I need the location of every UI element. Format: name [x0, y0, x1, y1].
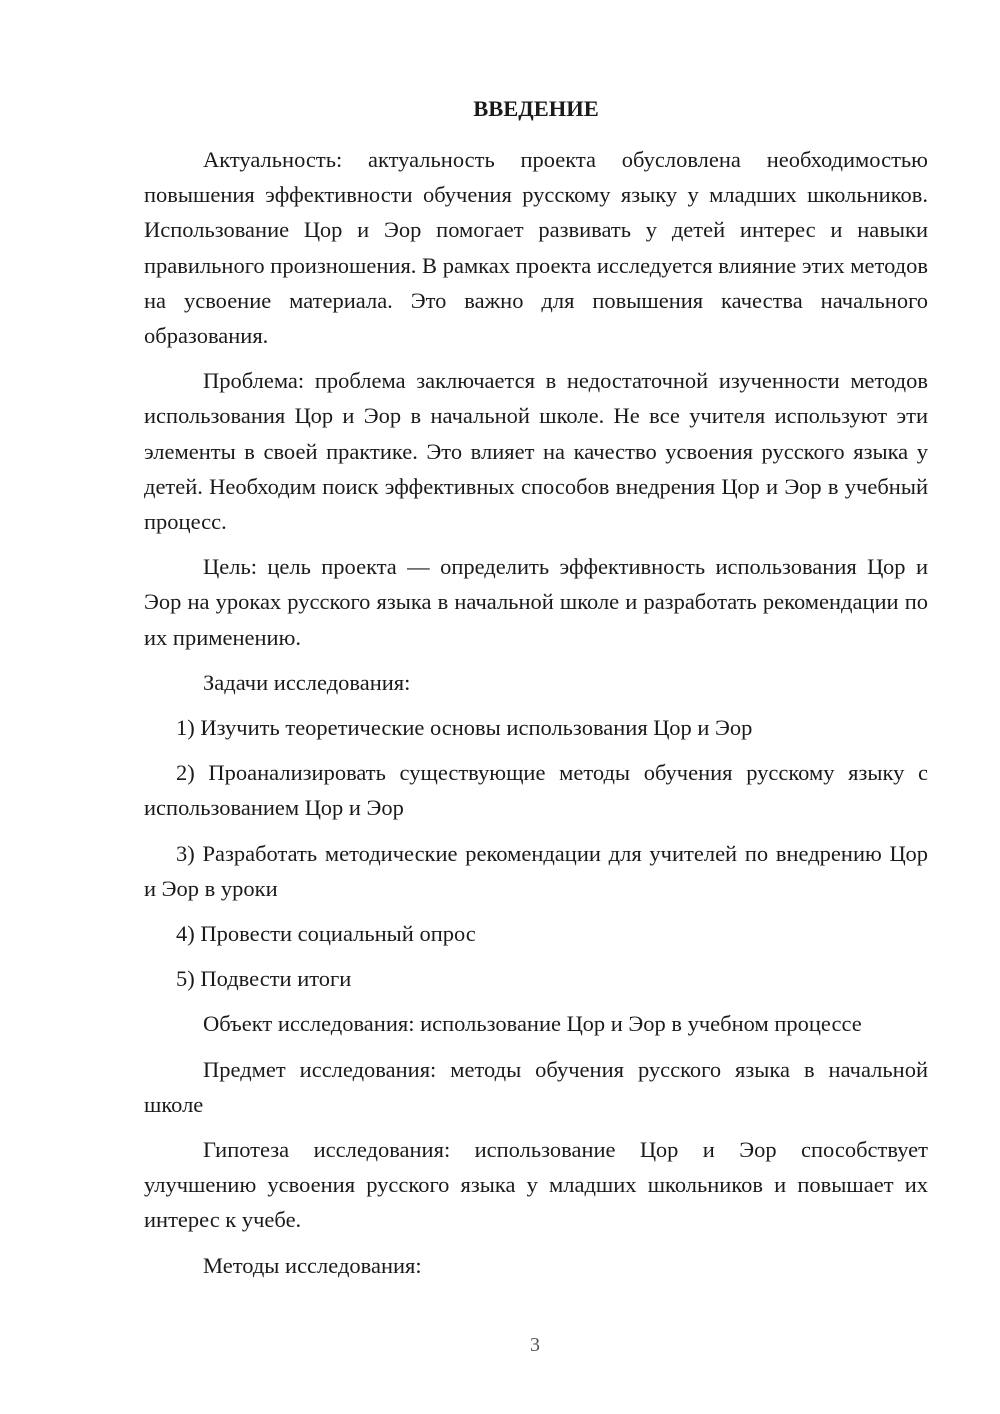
- page-number: 3: [530, 1334, 540, 1356]
- document-page: [144, 92, 928, 1293]
- research-object-paragraph: Объект исследования: использование Цор и Эор в учебном процессе: [203, 1011, 862, 1037]
- task-item-4: 4) Провести социальный опрос: [176, 921, 476, 947]
- research-subject-paragraph: Предмет исследования: методы обучения русского языка в начальной школе: [144, 1056, 928, 1117]
- hypothesis-paragraph: Гипотеза исследования: использование Цор и Эор способствует улучшению усвоения русского языка у младших школьников и повышает их интерес к учебе.: [144, 1137, 928, 1233]
- section-title: ВВЕДЕНИЕ: [473, 96, 599, 121]
- problem-paragraph: Проблема: проблема заключается в недостаточной изученности методов использования Цор и Эор в начальной школе. Не все учителя используют эти элементы в своей практике. Это влияет на качество усвоения русского языка у детей. Необходим поиск эффективных способов внедрения Цор и Эор в учебный процесс.: [144, 368, 928, 535]
- goal-paragraph: Цель: цель проекта — определить эффективность использования Цор и Эор на уроках русского языка в начальной школе и разработать рекомендации по их применению.: [144, 554, 928, 650]
- tasks-heading: Задачи исследования:: [203, 669, 411, 695]
- task-item-3: 3) Разработать методические рекомендации для учителей по внедрению Цор и Эор в уроки: [144, 840, 928, 901]
- task-item-5: 5) Подвести итоги: [176, 966, 352, 992]
- task-item-1: 1) Изучить теоретические основы использования Цор и Эор: [176, 715, 753, 741]
- methods-heading: Методы исследования:: [203, 1252, 422, 1278]
- relevance-paragraph: Актуальность: актуальность проекта обусловлена необходимостью повышения эффективности обучения русскому языку у младших школьников. Использование Цор и Эор помогает развивать у детей интерес и навыки правильного произношения. В рамках проекта исследуется влияние этих методов на усвоение материала. Это важно для повышения качества начального образования.: [144, 147, 928, 349]
- task-item-2: 2) Проанализировать существующие методы обучения русскому языку с использованием Цор и Эор: [144, 760, 928, 821]
